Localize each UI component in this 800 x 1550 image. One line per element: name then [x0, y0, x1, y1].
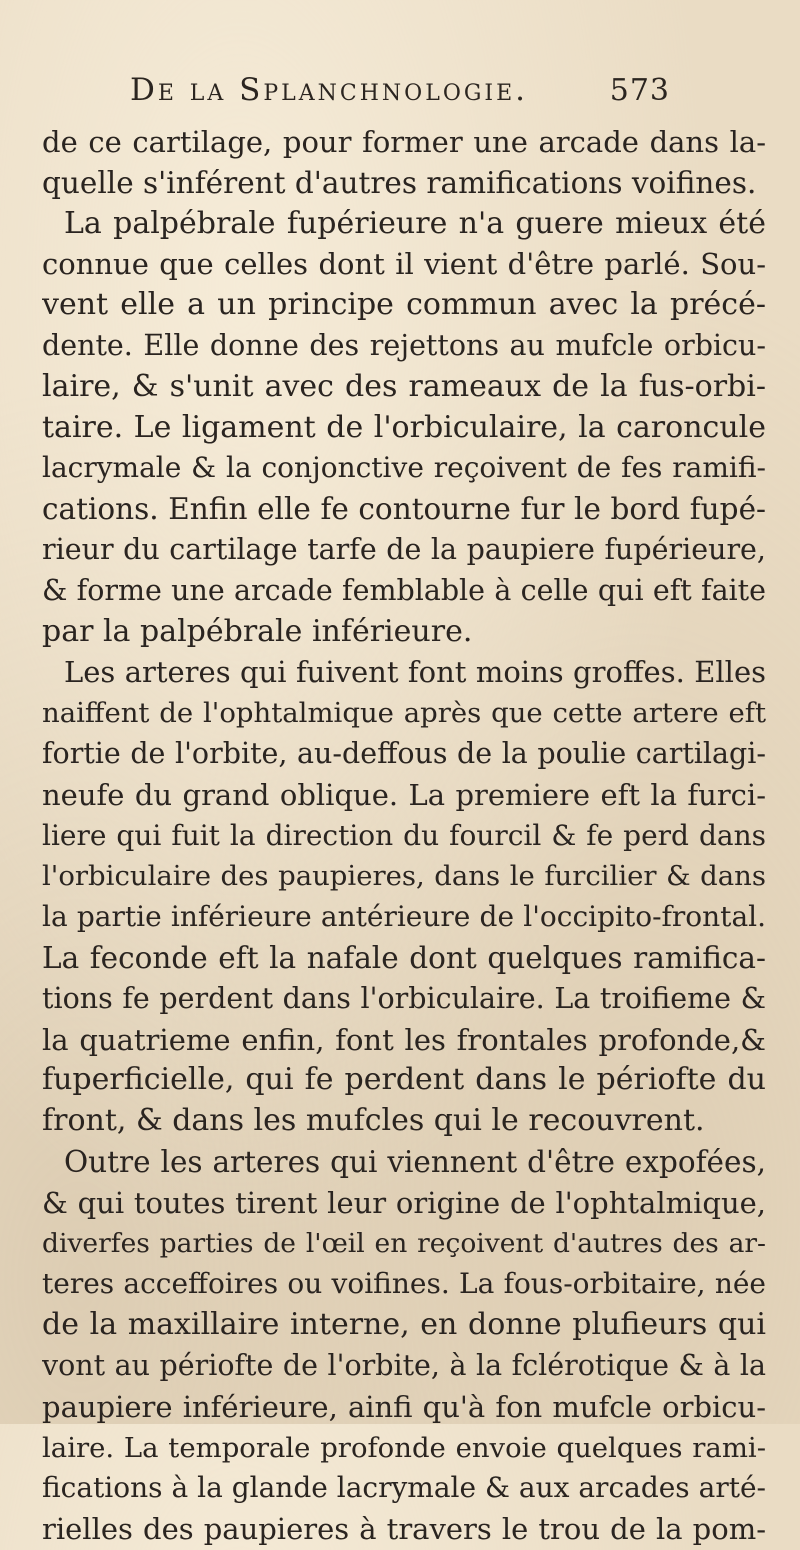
- running-head: [130, 72, 670, 116]
- text-line: rieur du cartilage tarfe de la paupiere fupérieure,: [42, 532, 766, 566]
- text-line: rielles des paupieres à travers le trou de la pom-: [42, 1512, 766, 1547]
- text-line: quelle s'inférent d'autres ramifications voifines.: [42, 165, 757, 200]
- text-line: laire, & s'unit avec des rameaux de la fus-orbi-: [42, 368, 766, 404]
- text-line: front, & dans les mufcles qui le recouvrent.: [42, 1103, 705, 1139]
- text-line: Les arteres qui fuivent font moins groffes. Elles: [64, 655, 766, 690]
- text-line: neufe du grand oblique. La premiere eft la furci-: [42, 777, 766, 812]
- text-line: cations. Enfin elle fe contourne fur le bord fupé-: [42, 492, 766, 527]
- text-line: lacrymale & la conjonctive reçoivent de fes ramifi-: [42, 451, 766, 485]
- page-number: 573: [609, 73, 670, 108]
- text-line: dente. Elle donne des rejettons au mufcle orbicu-: [42, 328, 766, 362]
- text-line: par la palpébrale inférieure.: [42, 613, 473, 649]
- text-line: de la maxillaire interne, en donne plufieurs qui: [42, 1307, 766, 1343]
- text-line: l'orbiculaire des paupieres, dans le furcilier & dans: [42, 860, 766, 893]
- text-line: laire. La temporale profonde envoie quelques rami-: [42, 1431, 766, 1464]
- text-line: liere qui fuit la direction du fourcil & fe perd dans: [42, 818, 766, 852]
- text-line: vent elle a un principe commun avec la précé-: [42, 287, 766, 323]
- text-line: Outre les arteres qui viennent d'être expofées,: [64, 1144, 766, 1179]
- body-text: [42, 122, 766, 1550]
- text-line: la partie inférieure antérieure de l'occipito-frontal.: [42, 900, 766, 934]
- text-line: fortie de l'orbite, au-deffous de la poulie cartilagi-: [42, 736, 766, 770]
- text-line: vont au périofte de l'orbite, à la fclérotique & à la: [42, 1348, 766, 1382]
- text-line: diverfes parties de l'œil en reçoivent d'autres des ar-: [42, 1227, 766, 1259]
- text-line: la quatrieme enfin, font les frontales profonde,&: [42, 1022, 766, 1057]
- text-line: La feconde eft la nafale dont quelques ramifica-: [42, 940, 766, 975]
- text-line: fications à la glande lacrymale & aux arcades arté-: [42, 1471, 766, 1505]
- running-head-title: De la Splanchnologie.: [130, 72, 529, 108]
- text-line: de ce cartilage, pour former une arcade dans la-: [42, 125, 766, 159]
- text-line: teres acceffoires ou voifines. La fous-orbitaire, née: [42, 1267, 766, 1301]
- text-line: & forme une arcade femblable à celle qui eft faite: [42, 573, 766, 607]
- text-line: fuperficielle, qui fe perdent dans le périofte du: [42, 1062, 766, 1098]
- text-line: taire. Le ligament de l'orbiculaire, la caroncule: [42, 409, 766, 445]
- text-line: connue que celles dont il vient d'être parlé. Sou-: [42, 247, 766, 282]
- text-line: La palpébrale fupérieure n'a guere mieux été: [64, 205, 766, 241]
- text-line: paupiere inférieure, ainfi qu'à fon mufcle orbicu-: [42, 1389, 766, 1424]
- text-line: tions fe perdent dans l'orbiculaire. La troifieme &: [42, 981, 766, 1015]
- text-line: naiffent de l'ophtalmique après que cette artere eft: [42, 697, 766, 730]
- text-line: & qui toutes tirent leur origine de l'ophtalmique,: [42, 1185, 766, 1220]
